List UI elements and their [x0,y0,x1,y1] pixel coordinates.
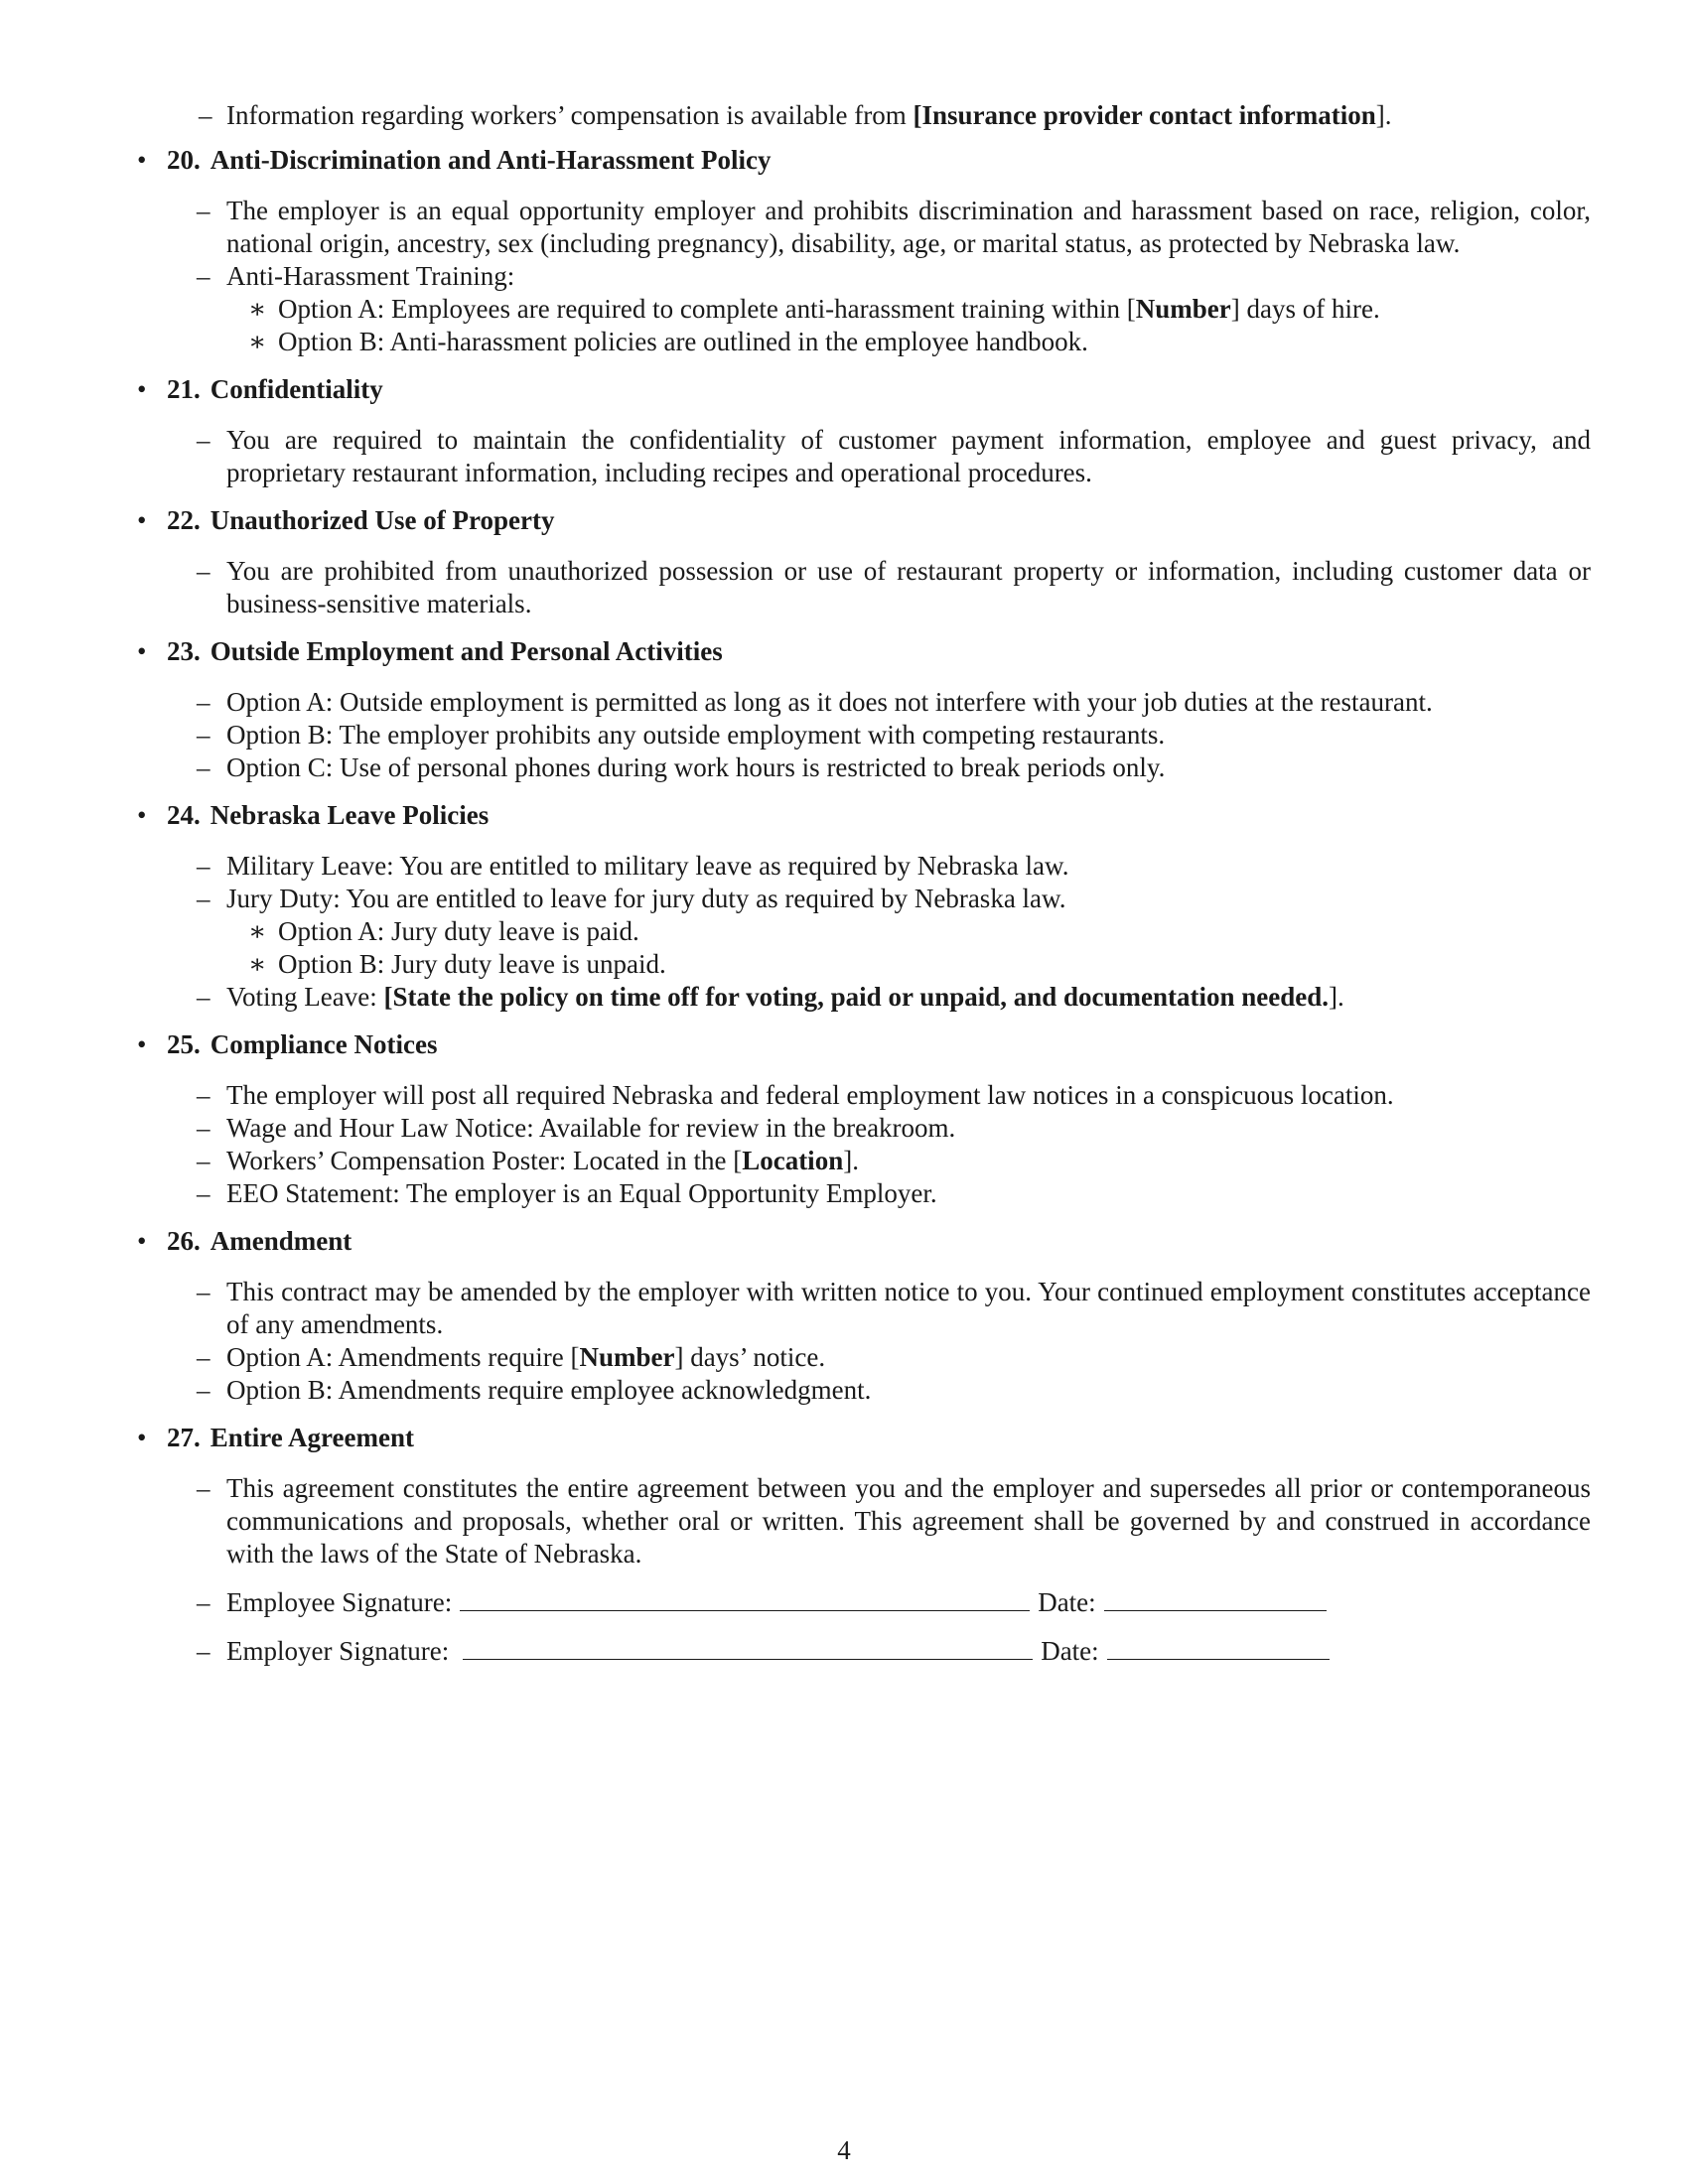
item-text: The employer will post all required Nebraska and federal employment law notices in a conspicuous location. [226,1080,1394,1110]
dash-marker: – [197,720,211,750]
subitem-text: Option B: Anti-harassment policies are outlined in the employee handbook. [278,327,1088,356]
employer-signature-field[interactable] [463,1637,1033,1660]
section-title: Nebraska Leave Policies [210,800,490,830]
dash-marker: – [197,1277,211,1306]
section-number: 25. [167,1029,201,1059]
subitem-text: Option A: Employees are required to complete anti-harassment training within [ [278,294,1136,324]
section-number: 26. [167,1226,201,1256]
item-text: Option B: The employer prohibits any outside employment with competing restaurants. [226,720,1166,750]
bullet-marker: • [137,374,147,404]
subitem-text: Option B: Jury duty leave is unpaid. [278,949,666,979]
section-27 [131,1422,1591,1668]
section-22 [131,504,1591,620]
section-title: Unauthorized Use of Property [210,505,555,535]
item-text: Anti-Harassment Training: [226,261,515,291]
dash-marker: – [197,261,211,291]
item-text: EEO Statement: The employer is an Equal Opportunity Employer. [226,1178,937,1208]
item-text: Jury Duty: You are entitled to leave for jury duty as required by Nebraska law. [226,884,1066,913]
bracket-open: [ [383,982,393,1012]
section-number: 22. [167,505,201,535]
list-item [131,1177,1591,1210]
list-item [131,1145,1591,1177]
section-number: 21. [167,374,201,404]
subitem-text-end: ] days of hire. [1230,294,1380,324]
list-item [131,260,1591,293]
bullet-marker: • [137,145,147,175]
item-text: Option A: Outside employment is permitted as long as it does not interfere with your job duties at the restaurant. [226,687,1433,717]
list-item [131,883,1591,915]
dash-marker: – [197,1587,211,1617]
item-text: Military Leave: You are entitled to military leave as required by Nebraska law. [226,851,1069,881]
item-text: You are prohibited from unauthorized possession or use of restaurant property or information, including customer data or business-sensitive materials. [226,556,1591,618]
item-text: Wage and Hour Law Notice: Available for review in the breakroom. [226,1113,956,1143]
list-item [131,1276,1591,1341]
employee-signature-label: Employee Signature: [226,1587,453,1617]
bullet-marker: • [137,1423,147,1452]
list-item [131,1112,1591,1145]
section-24 [131,799,1591,1014]
item-text-end: ]. [1329,982,1344,1012]
employer-signature-line [131,1635,1591,1668]
list-item [131,1341,1591,1374]
bullet-marker: • [137,800,147,830]
section-title: Confidentiality [210,374,383,404]
sub-list-item [131,948,1591,981]
employee-date-field[interactable] [1104,1588,1327,1611]
section-title: Amendment [210,1226,352,1256]
list-item [131,195,1591,260]
dash-marker: – [197,1473,211,1503]
section-number: 20. [167,145,201,175]
section-20 [131,144,1591,358]
dash-marker: – [197,196,211,225]
item-text: Option A: Amendments require [ [226,1342,580,1372]
bullet-marker: • [137,505,147,535]
star-marker: ∗ [248,327,267,356]
sub-list-item [131,326,1591,358]
dash-marker: – [197,851,211,881]
section-title: Outside Employment and Personal Activities [210,636,723,666]
section-heading [131,635,1591,668]
dash-marker: – [197,752,211,782]
star-marker: ∗ [248,294,267,324]
dash-marker: – [197,687,211,717]
section-26 [131,1225,1591,1407]
dash-marker: – [197,884,211,913]
list-item [131,1472,1591,1570]
dash-marker: – [199,100,212,130]
section-number: 24. [167,800,201,830]
workers-comp-text: Information regarding workers’ compensation is available from [226,100,914,130]
dash-marker: – [197,1178,211,1208]
dash-marker: – [197,425,211,455]
item-text: Option C: Use of personal phones during work hours is restricted to break periods only. [226,752,1166,782]
subitem-text: Option A: Jury duty leave is paid. [278,916,639,946]
number-placeholder: Number [579,1342,675,1372]
dash-marker: – [197,1375,211,1405]
employer-date-field[interactable] [1107,1637,1330,1660]
section-heading [131,1028,1591,1061]
item-text: You are required to maintain the confidentiality of customer payment information, employee and guest privacy, and proprietary restaurant information, including recipes and operational procedures. [226,425,1591,487]
location-placeholder: Location [742,1146,844,1175]
dash-marker: – [197,982,211,1012]
section-title: Entire Agreement [210,1423,414,1452]
section-heading [131,504,1591,537]
employee-signature-line [131,1586,1591,1619]
section-23 [131,635,1591,784]
item-text: Voting Leave: [226,982,384,1012]
dash-marker: – [197,1113,211,1143]
number-placeholder: Number [1135,294,1231,324]
bullet-marker: • [137,1029,147,1059]
section-21 [131,373,1591,489]
list-item [131,751,1591,784]
page-number: 4 [837,2135,851,2165]
dash-marker: – [197,556,211,586]
list-item [131,1374,1591,1407]
date-label: Date: [1041,1636,1099,1666]
date-label: Date: [1038,1587,1096,1617]
dash-marker: – [197,1636,211,1666]
list-item [131,555,1591,620]
list-item [131,850,1591,883]
list-item [131,686,1591,719]
section-heading [131,1422,1591,1454]
section-number: 27. [167,1423,201,1452]
sub-list-item [131,915,1591,948]
item-text-end: ] days’ notice. [674,1342,826,1372]
section-title: Anti-Discrimination and Anti-Harassment Policy [210,145,772,175]
item-text: The employer is an equal opportunity employer and prohibits discrimination and harassment based on race, religion, color, national origin, ancestry, sex (including pregnancy), disability, age, or marital status, as protected by Nebraska law. [226,196,1591,258]
bullet-marker: • [137,1226,147,1256]
section-heading [131,144,1591,177]
employee-signature-field[interactable] [460,1588,1030,1611]
list-item [131,1079,1591,1112]
section-heading [131,799,1591,832]
section-title: Compliance Notices [210,1029,438,1059]
list-item [131,719,1591,751]
workers-comp-info-item [131,99,1591,132]
item-text: Workers’ Compensation Poster: Located in the [ [226,1146,743,1175]
bracket-open: [ [913,100,922,130]
item-text: This agreement constitutes the entire agreement between you and the employer and supersedes all prior or contemporaneous communications and proposals, whether oral or written. This agreement shall be governed by and construed in accordance with the laws of the State of Nebraska. [226,1473,1591,1569]
dash-marker: – [197,1342,211,1372]
bullet-marker: • [137,636,147,666]
insurance-placeholder: Insurance provider contact information [921,100,1376,130]
dash-marker: – [197,1080,211,1110]
item-text: Option B: Amendments require employee acknowledgment. [226,1375,872,1405]
workers-comp-text-end: ]. [1375,100,1392,130]
dash-marker: – [197,1146,211,1175]
section-heading [131,1225,1591,1258]
item-text-end: ]. [843,1146,859,1175]
sub-list-item [131,293,1591,326]
document-content [131,99,1591,1683]
item-text: This contract may be amended by the employer with written notice to you. Your continued employment constitutes acceptance of any amendments. [226,1277,1591,1339]
list-item [131,424,1591,489]
section-heading [131,373,1591,406]
star-marker: ∗ [248,916,267,946]
employer-signature-label: Employer Signature: [226,1636,450,1666]
section-25 [131,1028,1591,1210]
voting-policy-placeholder: State the policy on time off for voting, paid or unpaid, and documentation needed. [392,982,1330,1012]
section-number: 23. [167,636,201,666]
star-marker: ∗ [248,949,267,979]
list-item [131,981,1591,1014]
